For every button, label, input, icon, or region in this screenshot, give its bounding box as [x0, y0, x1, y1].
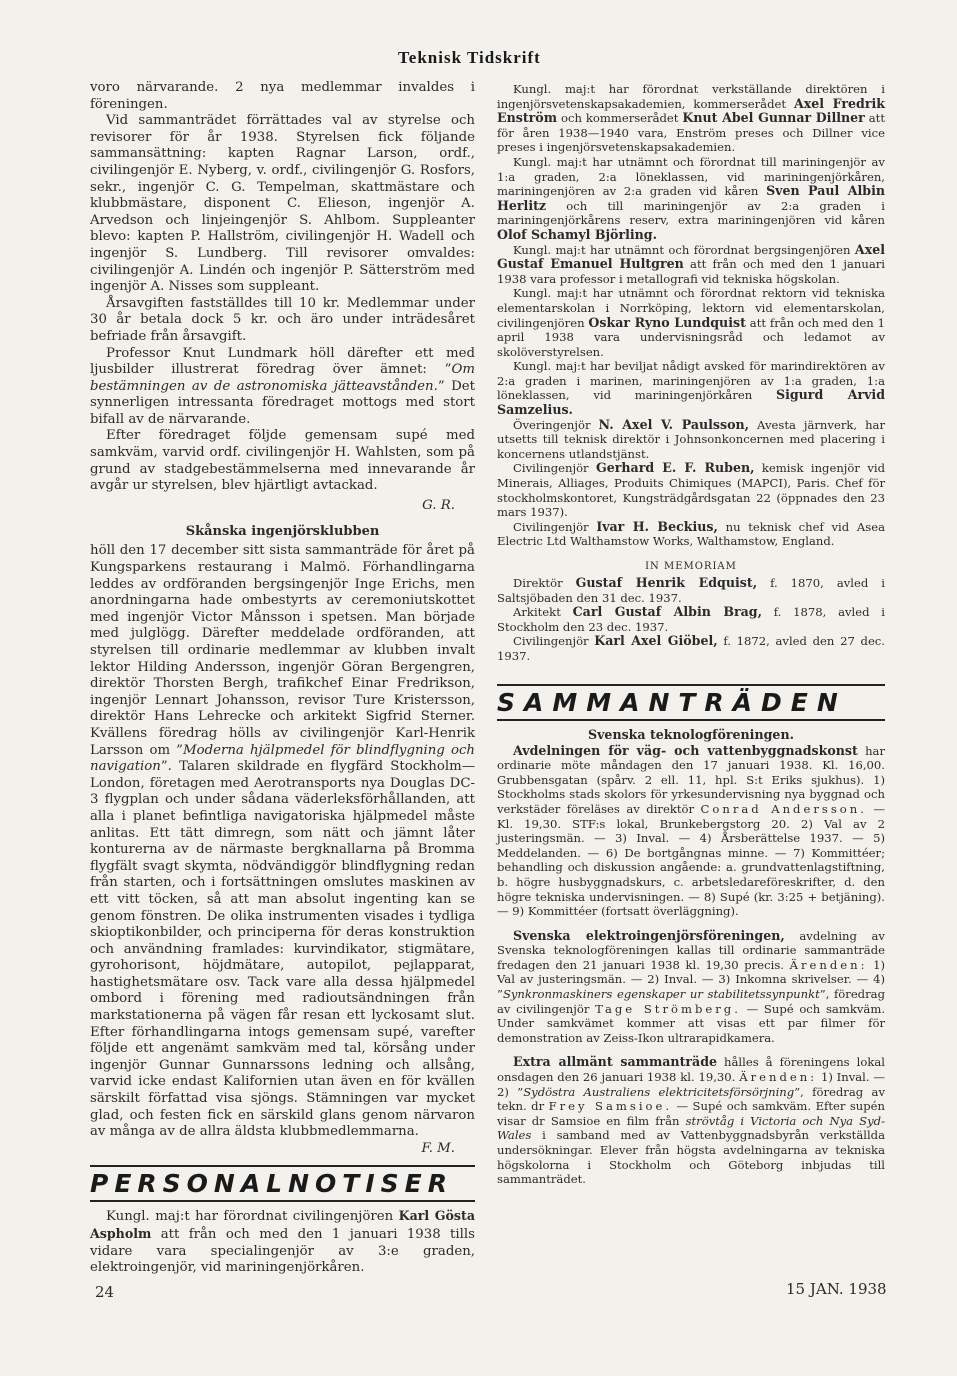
- paragraph: [497, 520, 885, 549]
- agenda-label: Ärenden:: [739, 1070, 818, 1085]
- paragraph: [497, 82, 885, 155]
- lecture-title: Om bestämningen av de astronomiska jätteavstånden.: [90, 362, 475, 394]
- person-name: Olof Schamyl Björling.: [497, 226, 657, 242]
- text: höll den 17 december sitt sista sammanträde för året på Kungsparkens restaurang i Malmö. Förhandlingarna leddes av ordföranden bergsingenjör Inge Erichs, men anordningarna hade ombestyrts av ceremoniutskottet med ingenjör Victor Månsson i spetsen. Man började med julglögg. Därefter meddelade ordföranden, att styrelsen till ordinarie medlemmar av klubben invalt lektor Hilding Andersson, ingenjör Göran Bergengren, direktör Thorsten Bergh, trafikchef Einar Fredrikson, ingenjör Lennart Johansson, revisor Ture Kristersson, direktör Hans Lehrecke och arkitekt Sigfrid Sterner. Kvällens föredrag hölls av civilingenjör Karl-Henrik Larsson om ”: [90, 543, 475, 758]
- text: ”, föredrag av civilingenjör: [497, 987, 885, 1016]
- text: f. 1872, avled den 27 dec. 1937.: [497, 634, 885, 663]
- text: Civilingenjör: [513, 634, 595, 649]
- paragraph: [90, 346, 475, 429]
- text: Kungl. maj:t har förordnat verkställande direktören i ingenjörsvetenskapsakademien, kommerserådet: [497, 82, 885, 111]
- text: att från och med den 1 januari 1938 tills vidare vara specialingenjör av 3:e graden, elektroingenjör, vid mariningenjörkåren.: [90, 1227, 475, 1276]
- paragraph: [497, 359, 885, 417]
- paragraph: Vid sammanträdet förrättades val av styrelse och revisorer för år 1938. Styrelsen fick följande sammansättning: kapten Ragnar Larson, ordf., civilingenjör E. Nyberg, v. ordf., civilingenjör G. Rosfors, sekr., ingenjör C. G. Tempelman, skattmästare och klubbmästare, disponent C. Elieson, ingenjör A. Arvedson och linjeingenjör S. Ahlbom. Suppleanter blevo: kapten P. Hallström, civilingenjör H. Wadell och ingenjör S. Lundberg. Till revisorer omvaldes: civilingenjör A. Lindén och ingenjör P. Sätterström med ingenjör A. Nisses som suppleant.: [90, 113, 475, 295]
- page-number: 24: [95, 1283, 115, 1301]
- personal-heading: PERSONALNOTISER: [90, 1169, 453, 1199]
- person-name: Carl Gustaf Albin Brag,: [572, 604, 762, 620]
- text: Kungl. maj:t har utnämnt och förordnat till mariningenjör av 1:a graden, 2:a löneklassen, vid mariningenjörkåren, mariningenjören av 2:a graden vid kåren: [497, 154, 885, 199]
- paragraph: [90, 543, 475, 1140]
- text: Kungl. maj:t har utnämnt och förordnat rektorn vid tekniska elementarskolan i Norrköping, lektorn vid elementarskolan, civilingenjören: [497, 286, 885, 330]
- text: ”, föredrag av tekn. dr: [497, 1084, 886, 1114]
- paragraph: [497, 1055, 885, 1186]
- issue-date: 15 JAN. 1938: [786, 1280, 887, 1298]
- section-heading: Svenska teknologföreningen.: [588, 726, 794, 742]
- agenda-label: Ärenden:: [789, 957, 868, 972]
- paragraph: Efter föredraget följde gemensam supé med samkväm, varvid ordf. civilingenjör H. Wahlsten, som på grund av stadgebestämmelserna med innevarande år avgår ur styrelsen, blev hjärtligt avtackad.: [90, 428, 475, 494]
- text: Överingenjör: [513, 417, 599, 432]
- paragraph: voro närvarande. 2 nya medlemmar invaldes i föreningen.: [90, 80, 475, 112]
- heading-rule: [497, 719, 885, 721]
- person-name: Karl Gösta Aspholm: [90, 1208, 475, 1241]
- person-name: Axel Gustaf Emanuel Hultgren: [497, 241, 885, 272]
- signature: G. R.: [422, 497, 455, 513]
- text: kemisk ingenjör vid Minerais, Alliages, Produits Chimiques (MAPCI), Paris. Chef för stockholmskontoret, Kungsträdgårdsgatan 22 (öppnades den 23 mars 1937).: [497, 461, 885, 520]
- person-name: Karl Axel Giöbel,: [594, 633, 718, 649]
- person-name: Oskar Ryno Lundquist: [588, 314, 746, 330]
- person-name: Sven Paul Albin Herlitz: [497, 183, 886, 213]
- person-name: Axel Fredrik Enström: [497, 95, 885, 126]
- paragraph: [497, 418, 885, 462]
- text: Avesta järnverk, har utsetts till teknisk direktör i Johnsonkoncernen med placering i koncernens utlandstjänst.: [497, 417, 885, 461]
- text: ” Det synnerligen intressanta föredraget mottogs med stort bifall av de närvarande.: [90, 378, 475, 427]
- paragraph: [497, 243, 885, 287]
- person-name: Gerhard E. F. Ruben,: [596, 460, 755, 476]
- text: och kommerserådet: [557, 111, 683, 126]
- left-column: [90, 80, 475, 1277]
- text: 1) Val av justeringsmän. — 2) Inval. — 3) Inkomna skrivelser. — 4) ”: [497, 957, 885, 1002]
- memoriam-heading: IN MEMORIAM: [645, 561, 737, 572]
- paragraph: [90, 1208, 475, 1276]
- text: och till mariningenjör av 2:a graden i mariningenjörkårens reserv, extra mariningenjören vid kåren: [497, 198, 885, 228]
- text: att från och med den 1 april 1938 vara undervisningsråd och ledamot av skolöverstyrelsen.: [497, 315, 885, 359]
- org-name: Avdelningen för väg- och vattenbyggnadskonst: [513, 742, 858, 758]
- text: f. 1870, avled i Saltsjöbaden den 31 dec. 1937.: [497, 576, 885, 605]
- text: nu teknisk chef vid Asea Electric Ltd Walthamstow Works, Walthamstow, England.: [497, 519, 885, 549]
- text: har ordinarie möte måndagen den 17 januari 1938. Kl. 16,00. Grubbensgatan (spårv. 2 ell. 11, hpl. S:t Eriks sjukhus). 1) Stockholms stads skolors för yrkesundervisning nya byggnad och verkstäder föreläses av direktör: [497, 743, 886, 816]
- text: — Kl. 19,30. STF:s lokal, Brunkebergstorg 20. 2) Val av 2 justeringsmän. — 3) Inval. — 4) Årsberättelse 1937. — 5) Meddelanden. — 6) De bortgångnas minne. — 7) Kommittéer; behandling och diskussion angående: a. grundvattenlagstiftning, b. högre husbyggnadskurs, c. arbetsledareföreskrifter, d. den högre tekniska undervisningen. — 8) Supé (kr. 3:25 + betjäning). — 9) Kommittéer (fortsatt överläggning).: [497, 801, 886, 919]
- paragraph: Årsavgiften fastställdes till 10 kr. Medlemmar under 30 år betala dock 5 kr. och äro under inträdesåret befriade från årsavgift.: [90, 295, 475, 344]
- org-name: Svenska elektroingenjörsföreningen,: [513, 927, 785, 943]
- text: att från och med den 1 januari 1938 vara professor i metallografi vid tekniska högskolan.: [497, 257, 885, 286]
- person-name: Sigurd Arvid Samzelius.: [497, 387, 886, 418]
- person-name: Ivar H. Beckius,: [596, 518, 718, 534]
- meetings-heading: SAMMANTRÄDEN: [497, 687, 847, 717]
- text: — Supé och samkväm. Efter supén visar dr Samsioe en film från: [497, 1099, 885, 1128]
- text: 1) Inval. — 2) ”: [497, 1070, 885, 1099]
- person-name: Knut Abel Gunnar Dillner: [682, 110, 865, 126]
- text: Professor Knut Lundmark höll därefter ett med ljusbilder illustrerat föredrag över ämnet: ”: [90, 345, 475, 378]
- text: avdelning av Svenska teknologföreningen kallas till ordinarie sammanträde fredagen den 21 januari 1938 kl. 19,30 precis.: [497, 928, 885, 972]
- org-name: Extra allmänt sammanträde: [513, 1054, 718, 1070]
- film-title: strövtåg i Victoria och Nya Syd-Wales: [497, 1113, 886, 1143]
- speaker-name: Tage Strömberg.: [595, 1001, 741, 1016]
- masthead: Teknisk Tidskrift: [398, 48, 541, 67]
- lecture-title: Synkronmaskiners egenskaper ur stabilitetssynpunkt: [502, 987, 820, 1002]
- lecture-title: Moderna hjälpmedel för blindflygning och navigation: [90, 742, 475, 775]
- paragraph: [497, 286, 885, 359]
- paragraph: [497, 461, 885, 519]
- signature: F. M.: [421, 1140, 455, 1156]
- paragraph: [497, 634, 885, 663]
- speaker-name: Conrad Andersson.: [700, 801, 867, 816]
- paragraph: [497, 576, 885, 605]
- text: Kungl. maj:t har utnämnt och förordnat bergsingenjören: [513, 242, 855, 257]
- speaker-name: Frey Samsioe.: [548, 1099, 673, 1114]
- lecture-title: Sydöstra Australiens elektricitetsförsörjning: [523, 1084, 795, 1099]
- text: f. 1878, avled i Stockholm den 23 dec. 1937.: [497, 605, 886, 634]
- paragraph: [497, 929, 885, 1046]
- text: ”. Talaren skildrade en flygfärd Stockholm—London, företagen med Aerotransports nya Douglas DC-3 flygplan och under sådana väderleksförhållanden, att alla i planet befintliga navigatoriska hjälpmedel måste anlitas. Ett tätt dimregn, som nätt och jämnt låter konturerna av de närmaste bergknallarna på Bromma flygfält svagt skymta, nödvändiggör blindflygning redan från starten, och i fortsättningen omslutes maskinen av ett vitt töcken, så att man absolut ingenting kan se genom fönstren. De olika instrumenten visades i tydliga skioptikonbilder, och principerna för deras konstruktion och användning framlades: kurvindikator, stigmätare, gyrohorisont, höjdmätare, autopilot, pejlapparat, hastighetsmätare osv. Tack vare alla dessa hjälpmedel ombord i förening med radioutsändningen från markstationerna på vägen får resan ett lyckosamt slut. Efter förhandlingarna intogs gemensam supé, varefter följde ett angenämt samkväm med tal, körsång under ingenjör Gunnar Gunnarssons ledning och allsång, varvid icke endast Kalifornien utan även en för kvällen särskilt författad visa sjöngs. Stämningen var mycket glad, och festen fick en särskild glans genom närvaron av många av de allra äldsta klubbmedlemmarna.: [90, 759, 475, 1140]
- paragraph: [497, 605, 885, 634]
- person-name: N. Axel V. Paulsson,: [598, 416, 750, 432]
- section-heading: Skånska ingenjörsklubben: [185, 524, 380, 540]
- text: Kungl. maj:t har förordnat civilingenjören: [106, 1209, 399, 1225]
- text: att för åren 1938—1940 vara, Enström preses och Dillner vice preses i ingenjörsvetenskapsakademien.: [497, 111, 885, 155]
- text: hålles å föreningens lokal onsdagen den 26 januari 1938 kl. 19,30.: [497, 1055, 885, 1085]
- text: — Supé och samkväm. Under samkvämet kommer att visas ett par filmer för demonstration av Zeiss-Ikon ultrarapidkamera.: [497, 1001, 886, 1045]
- text: Kungl. maj:t har beviljat nådigt avsked för marindirektören av 2:a graden i marinen, mariningenjören av 1:a graden, 1:a löneklassen, vid mariningenjörkåren: [497, 359, 885, 403]
- text: Civilingenjör: [513, 461, 596, 476]
- paragraph: [497, 744, 885, 919]
- paragraph: [497, 155, 885, 243]
- person-name: Gustaf Henrik Edquist,: [575, 575, 758, 590]
- text: i samband med av Vattenbyggnadsbyrån verkställda undersökningar. Elever från högsta avdelningarna av tekniska högskolorna i Stockholm och Göteborg inbjudas till sammanträdet.: [497, 1128, 885, 1187]
- text: Direktör: [513, 576, 576, 590]
- text: Civilingenjör: [513, 519, 597, 534]
- right-column: [497, 82, 885, 1187]
- text: Arkitekt: [513, 605, 573, 620]
